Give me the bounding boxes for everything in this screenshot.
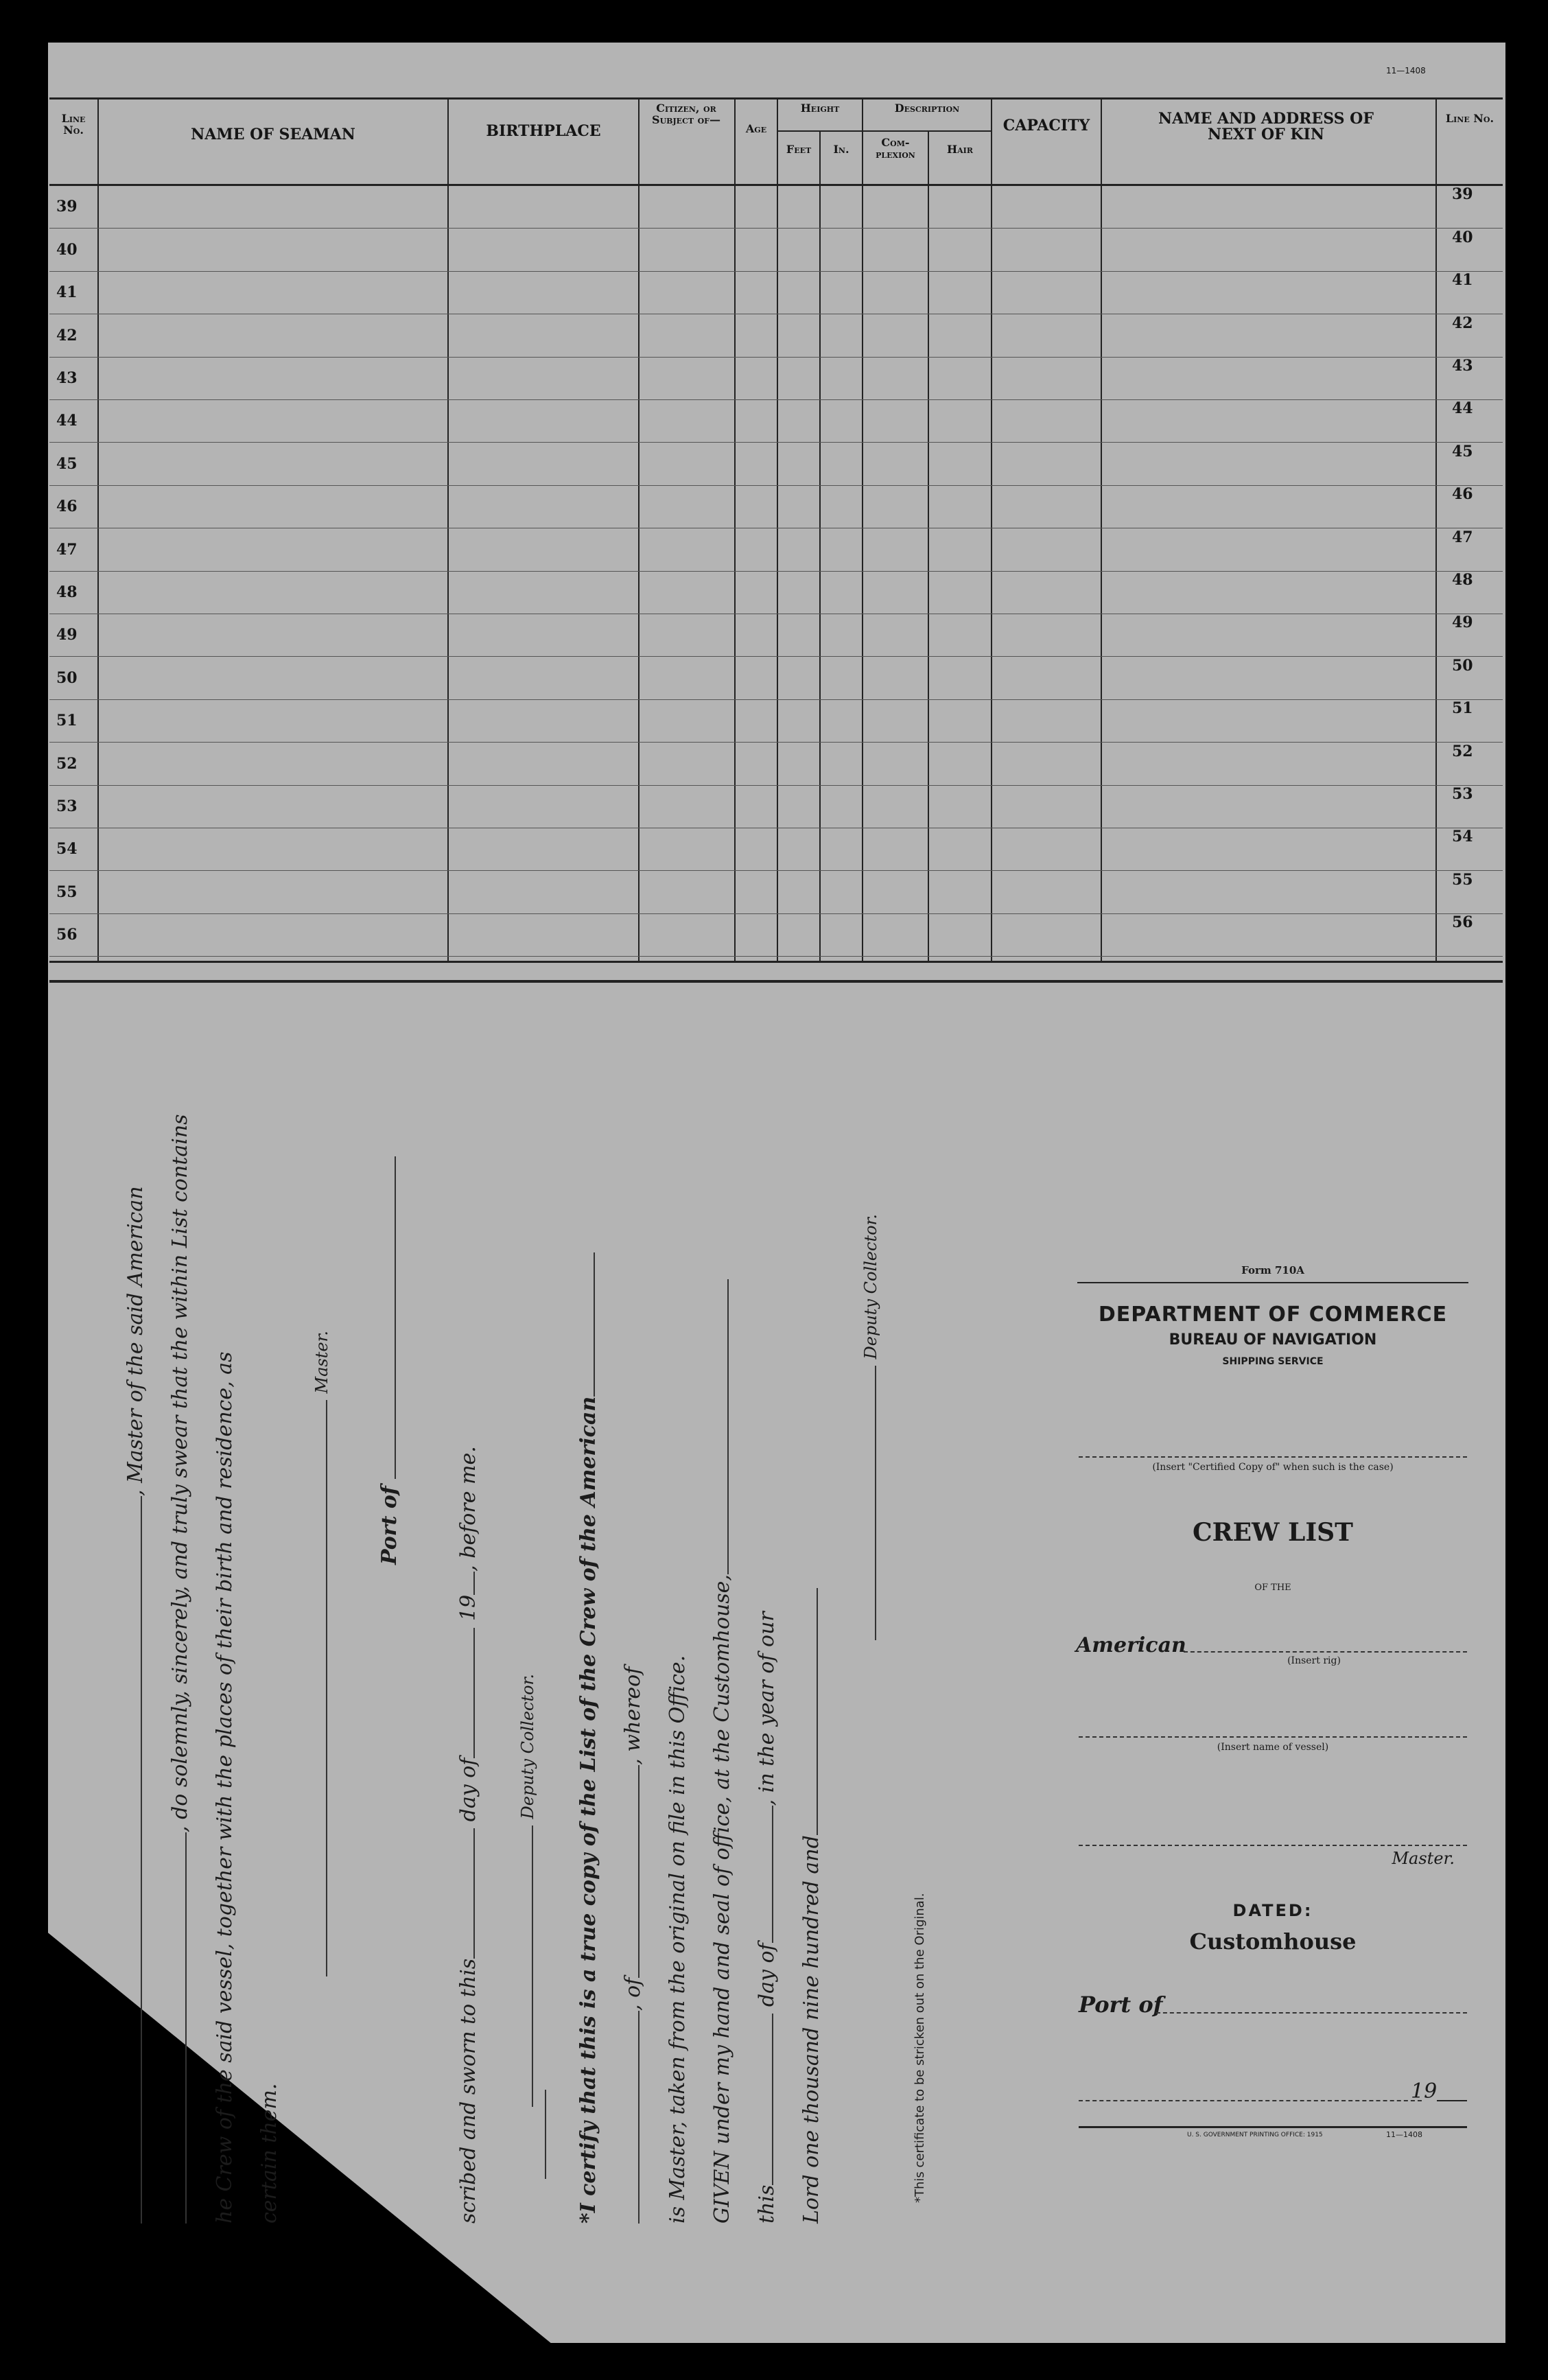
header-birthplace: BIRTHPLACE <box>486 122 601 140</box>
year-blank-2[interactable] <box>801 1588 818 1835</box>
row-rule <box>49 785 1503 786</box>
line-number-left: 46 <box>56 498 78 515</box>
certify-line <box>576 1252 600 2224</box>
header-bottom-border <box>49 184 1503 186</box>
line-number-right: 48 <box>1452 571 1473 589</box>
given-text: GIVEN under my hand and seal of office, at the Customhouse, <box>710 1574 734 2224</box>
certified-copy-blank[interactable] <box>1079 1456 1467 1458</box>
col-divider <box>862 97 863 962</box>
table-bottom-border <box>49 961 1503 963</box>
deputy-collector-line-1 <box>515 1674 539 2107</box>
short-rule <box>528 2090 546 2179</box>
service-title: SHIPPING SERVICE <box>1222 1356 1324 1367</box>
of-the-label: OF THE <box>1254 1583 1291 1593</box>
of-text: , of <box>621 1977 645 2011</box>
line-number-left: 44 <box>56 412 78 430</box>
port-of-line <box>377 1156 401 1565</box>
customhouse-label: Customhouse <box>1189 1928 1357 1955</box>
form-code-bottom: 11—1408 <box>1386 2130 1422 2139</box>
line-number-left: 51 <box>56 712 78 730</box>
line-number-right: 49 <box>1452 614 1473 631</box>
cover-panel <box>1070 1249 1475 2141</box>
panel-bottom-rule <box>1079 2126 1467 2128</box>
american-label: American <box>1076 1633 1186 1657</box>
row-rule <box>49 228 1503 229</box>
oath-line-2 <box>168 1114 192 2224</box>
year-prefix: 19 <box>456 1594 480 1622</box>
certified-note: (Insert "Certified Copy of" when such is the case) <box>1152 1462 1394 1473</box>
subheader-divider <box>777 130 991 132</box>
master-signature-line <box>309 1331 333 1976</box>
printer-imprint: U. S. GOVERNMENT PRINTING OFFICE: 1915 <box>1187 2132 1323 2138</box>
department-title: DEPARTMENT OF COMMERCE <box>1098 1303 1448 1327</box>
row-rule <box>49 913 1503 914</box>
header-citizen: Citizen, or Subject of— <box>652 102 720 126</box>
deputy-collector-line-2 <box>858 1214 882 1640</box>
row-rule <box>49 742 1503 743</box>
col-divider <box>734 97 736 962</box>
oath-line-4: certain them. <box>257 2083 281 2224</box>
col-divider <box>638 97 640 962</box>
master-signature-blank[interactable] <box>311 1400 327 1976</box>
collector-signature-blank[interactable] <box>517 1825 533 2107</box>
table-top-border <box>49 97 1503 100</box>
row-rule <box>49 442 1503 443</box>
line-number-left: 43 <box>56 369 78 387</box>
day-blank-2[interactable] <box>757 2014 773 2185</box>
row-rule <box>49 699 1503 700</box>
oath-line-3: he Crew of the said vessel, together with the places of their birth and residence, as <box>213 1351 237 2224</box>
col-divider <box>97 97 99 962</box>
line-number-left: 48 <box>56 583 78 601</box>
month-blank[interactable] <box>458 1628 475 1758</box>
header-line-no-right: Line No. <box>1445 112 1494 125</box>
crew-table <box>0 0 1548 988</box>
footnote: *This certificate to be stricken out on the Original. <box>913 1893 927 2203</box>
certify-text: *I certify that this is a true copy of the List of the Crew of the American <box>576 1396 600 2224</box>
insert-rig-note: (Insert rig) <box>1287 1655 1341 1666</box>
before-me-text: , before me. <box>456 1446 480 1572</box>
form-code-top: 11—1408 <box>1386 66 1426 75</box>
deputy-collector-label: Deputy Collector. <box>518 1673 537 1819</box>
line-number-left: 39 <box>56 198 78 215</box>
port-of-label: Port of <box>377 1486 401 1565</box>
row-rule <box>49 870 1503 871</box>
line-number-right: 46 <box>1452 485 1473 503</box>
header-height: Height <box>800 102 840 115</box>
line-number-left: 47 <box>56 541 78 559</box>
line-number-right: 55 <box>1452 871 1473 889</box>
panel-rule <box>1077 1282 1468 1283</box>
line-number-right: 45 <box>1452 443 1473 460</box>
given-line <box>710 1279 734 2224</box>
deputy-collector-label-2: Deputy Collector. <box>861 1213 880 1360</box>
bureau-title: BUREAU OF NAVIGATION <box>1169 1331 1377 1349</box>
port-blank[interactable] <box>379 1156 396 1479</box>
header-description: Description <box>894 102 960 115</box>
master-name-blank[interactable] <box>1079 1845 1467 1846</box>
is-master-line: is Master, taken from the original on file in this Office. <box>666 1655 690 2224</box>
customhouse-blank[interactable] <box>712 1279 729 1574</box>
col-divider <box>447 97 449 962</box>
rig-blank[interactable] <box>623 2011 640 2224</box>
lord-line <box>799 1588 823 2224</box>
col-divider <box>928 130 929 962</box>
master-label: Master. <box>312 1330 331 1394</box>
year-blank[interactable] <box>458 1572 475 1595</box>
col-divider <box>991 97 992 962</box>
day-of-label-2: day of <box>755 1943 779 2007</box>
this-day-line <box>755 1611 779 2224</box>
line-number-left: 42 <box>56 327 78 345</box>
line-number-left: 45 <box>56 455 78 473</box>
line-number-right: 50 <box>1452 657 1473 675</box>
col-divider <box>1435 97 1437 962</box>
month-blank-2[interactable] <box>757 1806 773 1943</box>
this-text: this <box>755 2184 779 2224</box>
line-number-right: 54 <box>1452 828 1473 845</box>
line-number-left: 55 <box>56 883 78 901</box>
line-number-right: 44 <box>1452 399 1473 417</box>
line-number-right: 39 <box>1452 185 1473 203</box>
year-prefix: 19 <box>1411 2079 1438 2103</box>
line-number-right: 51 <box>1452 699 1473 717</box>
line-number-left: 50 <box>56 669 78 687</box>
form-number: Form 710A <box>1241 1264 1304 1276</box>
header-capacity: CAPACITY <box>1002 117 1090 135</box>
dated-label: DATED: <box>1232 1901 1313 1920</box>
row-rule <box>49 656 1503 657</box>
row-rule <box>49 357 1503 358</box>
line-number-left: 49 <box>56 626 78 644</box>
line-number-left: 54 <box>56 840 78 858</box>
oath-line-1 <box>124 1186 148 2224</box>
line-number-right: 52 <box>1452 743 1473 760</box>
port-of-label: Port of <box>1079 1992 1163 2018</box>
vessel-name-blank[interactable] <box>1079 1736 1467 1738</box>
master-label: Master. <box>1392 1849 1455 1868</box>
header-name: NAME OF SEAMAN <box>191 126 355 143</box>
port-name-blank[interactable] <box>623 1765 640 1978</box>
port-blank[interactable] <box>1156 2012 1467 2014</box>
header-complexion: Com-plexion <box>876 136 915 161</box>
line-number-right: 56 <box>1452 913 1473 931</box>
oath-certification <box>124 968 947 2224</box>
year-blank[interactable] <box>1437 2100 1467 2101</box>
header-hair: Hair <box>947 143 973 156</box>
subscribed-line <box>456 1446 480 2224</box>
line-number-right: 42 <box>1452 314 1473 332</box>
row-rule <box>49 485 1503 486</box>
line-number-left: 53 <box>56 797 78 815</box>
line-number-left: 52 <box>56 755 78 773</box>
col-divider <box>777 97 778 962</box>
line-number-right: 41 <box>1452 271 1473 289</box>
day-of-label: day of <box>456 1758 480 1822</box>
subscribed-text: scribed and sworn to this <box>456 1958 480 2224</box>
master-name-blank[interactable] <box>126 1496 142 2224</box>
line-number-left: 41 <box>56 283 78 301</box>
row-rule <box>49 271 1503 272</box>
line-number-right: 40 <box>1452 229 1473 246</box>
row-rule <box>49 571 1503 572</box>
header-line-no-left: Line No. <box>61 112 86 137</box>
col-divider <box>819 130 821 962</box>
whereof-line <box>621 1667 645 2224</box>
name-blank[interactable] <box>170 1832 187 2224</box>
header-inches: In. <box>833 143 849 156</box>
oath-text: , do solemnly, sincerely, and truly swear that the within List contains <box>168 1114 192 1832</box>
line-number-right: 47 <box>1452 528 1473 546</box>
row-rule <box>49 399 1503 400</box>
line-number-left: 40 <box>56 241 78 259</box>
crew-list-title: CREW LIST <box>1193 1518 1353 1547</box>
day-blank[interactable] <box>458 1828 475 1959</box>
whereof-text: , whereof <box>621 1666 645 1765</box>
line-number-right: 53 <box>1452 785 1473 803</box>
line-number-left: 56 <box>56 926 78 944</box>
vessel-name-blank[interactable] <box>578 1252 595 1397</box>
insert-vessel-note: (Insert name of vessel) <box>1217 1742 1329 1753</box>
row-rule <box>49 956 1503 957</box>
collector-signature-blank-2[interactable] <box>860 1366 876 1640</box>
in-the-year-text: , in the year of our <box>755 1611 779 1806</box>
header-feet: Feet <box>786 143 812 156</box>
header-next-of-kin: NAME AND ADDRESS OF NEXT OF KIN <box>1158 110 1374 144</box>
line-number-right: 43 <box>1452 357 1473 375</box>
oath-text: , Master of the said American <box>124 1186 148 1496</box>
date-blank[interactable] <box>1079 2100 1422 2101</box>
rig-blank[interactable] <box>1184 1651 1467 1653</box>
lord-text: Lord one thousand nine hundred and <box>799 1835 823 2224</box>
header-age: Age <box>745 122 767 135</box>
col-divider <box>1101 97 1102 962</box>
